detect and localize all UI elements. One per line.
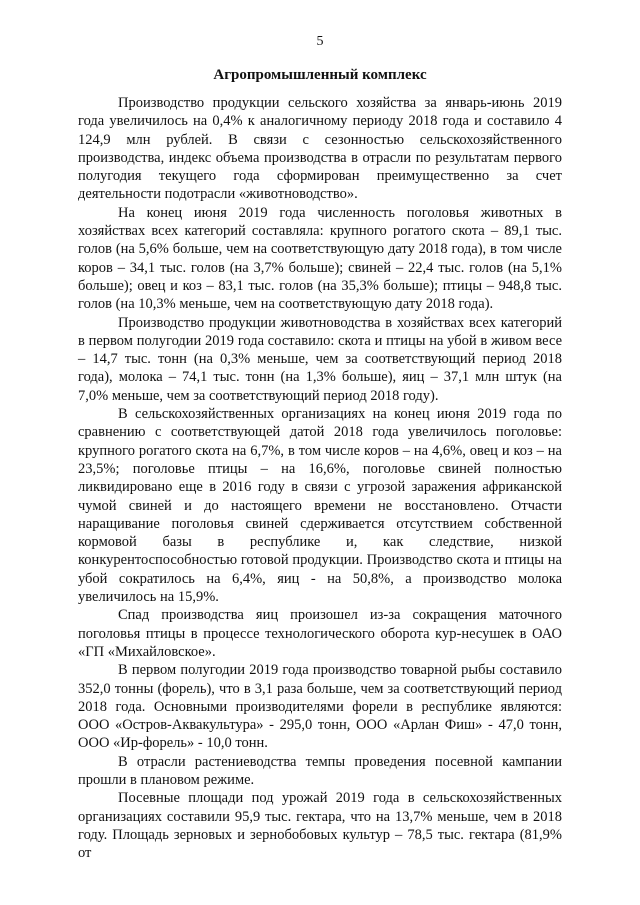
paragraph-livestock-headcount: На конец июня 2019 года численность поголовья животных в хозяйствах всех категорий составляла: крупного рогатого скота – 89,1 тыс. голов (на 5,6% больше, чем на соответствующую дату 2018 года), в том числе коров – 34,1 тыс. голов (на 3,7% больше); свиней – 22,4 тыс. голов (на 5,1% больше); овец и коз – 83,1 тыс. голов (на 35,3% больше); птицы – 948,8 тыс. голов (на 10,3% меньше, чем на соответствующую дату 2018 года). [78, 204, 562, 313]
paragraph-livestock-output: Производство продукции животноводства в хозяйствах всех категорий в первом полугодии 2019 года составило: скота и птицы на убой в живом весе – 14,7 тыс. тонн (на 0,3% меньше, чем за соответствующий период 2018 года), молока – 74,1 тыс. тонн (на 1,3% больше), яиц – 37,1 млн штук (на 7,0% меньше, чем за соответствующий период 2018 году). [78, 314, 562, 404]
paragraph-agricultural-organizations: В сельскохозяйственных организациях на конец июня 2019 года по сравнению с соответствующей датой 2018 года увеличилось поголовье: крупного рогатого скота на 6,7%, в том числе коров – на 4,6%, овец и коз – на 23,5%; поголовье птицы – на 16,6%, поголовье свиней полностью ликвидировано еще в 2016 году в связи с угрозой заражения африканской чумой свиней и до настоящего времени не восстановлено. Отчасти наращивание поголовья свиней сдерживается отсутствием собственной кормовой базы в республике и, как следствие, низкой конкурентоспособностью готовой продукции. Производство скота и птицы на убой сократилось на 6,4%, яиц - на 50,8%, а производство молока увеличилось на 15,9%. [78, 406, 562, 606]
paragraph-production-overview: Производство продукции сельского хозяйства за январь-июнь 2019 года увеличилось на 0,4% к аналогичному периоду 2018 года и составило 4 124,9 млн рублей. В связи с сезонностью сельскохозяйственного производства, индекс объема производства в отрасли по результатам первого полугодия текущего года сформирован преимущественно за счет деятельности подотрасли «животноводство». [78, 95, 562, 203]
section-title: Агропромышленный комплекс [213, 67, 427, 83]
paragraph-sown-areas: Посевные площади под урожай 2019 года в сельскохозяйственных организациях составили 95,9 тыс. гектара, что на 13,7% меньше, чем в 2018 году. Площадь зерновых и зернобобовых культур – 78,5 тыс. гектара (81,9% от [78, 790, 562, 862]
page-number: 5 [316, 34, 324, 49]
paragraph-fish-production: В первом полугодии 2019 года производство товарной рыбы составило 352,0 тонны (форель), что в 3,1 раза больше, чем за соответствующий период 2018 года. Основными производителями форели в республике являются: ООО «Остров-Аквакультура» - 295,0 тонн, ООО «Арлан Фиш» - 47,0 тонн, ООО «Ир-форель» - 10,0 тонн. [78, 662, 562, 752]
body-text [78, 94, 562, 862]
paragraph-egg-decline: Спад производства яиц произошел из-за сокращения маточного поголовья птицы в процессе технологического оборота кур-несушек в ОАО «ГП «Михайловское». [78, 607, 562, 660]
paragraph-crop-sowing: В отрасли растениеводства темпы проведения посевной кампании прошли в плановом режиме. [78, 753, 562, 788]
